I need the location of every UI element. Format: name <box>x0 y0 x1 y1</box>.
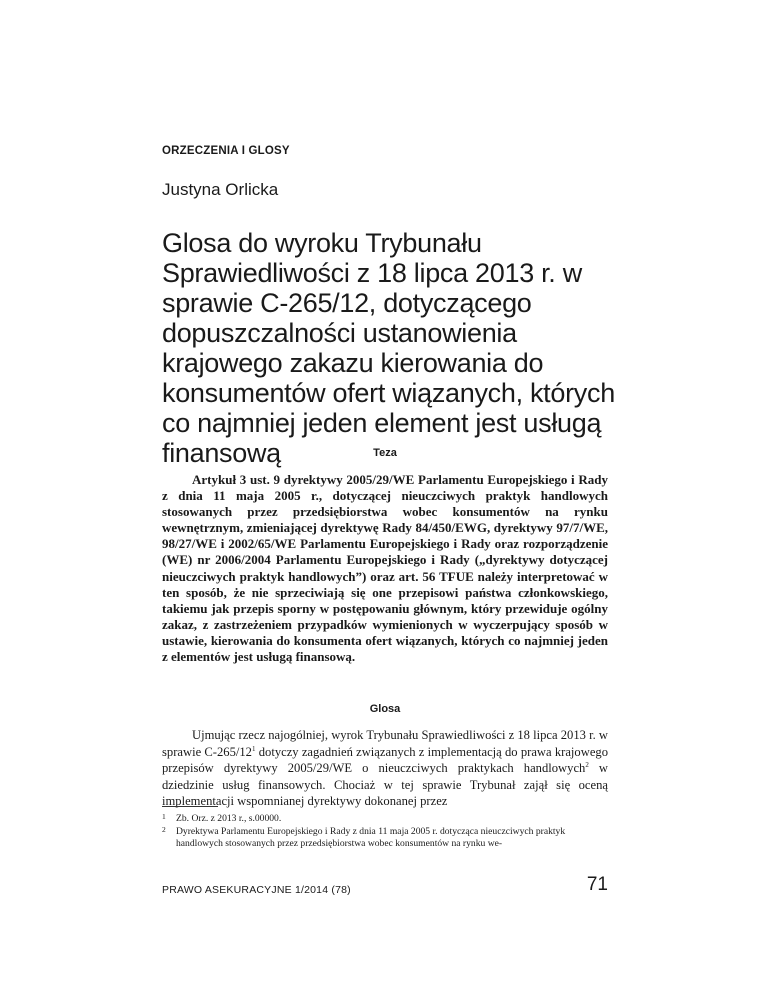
thesis-paragraph: Artykuł 3 ust. 9 dyrektywy 2005/29/WE Parlamentu Europejskiego i Rady z dnia 11 maja 2005 r., dotyczącej nieuczciwych praktyk handlowych stosowanych przez przedsiębiorstwa wobec konsumentów na rynku wewnętrznym, zmieniającej dyrektywę Rady 84/450/EWG, dyrektywy 97/7/WE, 98/27/WE i 2002/65/WE Parlamentu Europejskiego i Rady oraz rozporządzenie (WE) nr 2006/2004 Parlamentu Europejskiego i Rady („dyrektywy dotyczącej nieuczciwych praktyk handlowych”) oraz art. 56 TFUE należy interpretować w ten sposób, że nie sprzeciwiają się one przepisowi państwa członkowskiego, takiemu jak przepis sporny w postępowaniu głównym, który przewiduje ogólny zakaz, z zastrzeżeniem przypadków wymienionych w wyczerpujący sposób w ustawie, kierowania do konsumenta ofert wiązanych, których co najmniej jeden z elementów jest usługą finansową. <box>162 472 608 665</box>
author-name: Justyna Orlicka <box>162 180 279 199</box>
thesis-heading: Teza <box>373 447 397 459</box>
gloss-text-part-3: w dziedzinie usług finansowych. Chociaż w tej sprawie Trybunał zajął się oceną implementacji wspomnianej dyrektywy dokonanej przez <box>162 761 608 808</box>
gloss-heading: Glosa <box>369 703 401 715</box>
page-number: 71 <box>586 874 608 895</box>
article-title: Glosa do wyroku Trybunału Sprawiedliwości z 18 lipca 2013 r. w sprawie C-265/12, dotyczącego dopuszczalności ustanowienia krajowego zakazu kierowania do konsumentów ofert wiązanych, których co najmniej jeden element jest usługą finansową <box>162 228 615 468</box>
footnote-divider <box>162 806 218 807</box>
footnote-ref-1: 1 <box>251 744 256 753</box>
section-label: ORZECZENIA I GLOSY <box>162 145 290 157</box>
journal-footer: PRAWO ASEKURACYJNE 1/2014 (78) <box>162 884 351 896</box>
footnote-number: 2 <box>162 825 166 834</box>
footnote-ref-2: 2 <box>585 761 589 769</box>
gloss-text-part-2: dotyczy zagadnień związanych z implementacją do prawa krajowego przepisów dyrektywy 2005/29/WE o nieuczciwych praktykach handlowych <box>162 744 608 775</box>
footnote-text: Dyrektywa Parlamentu Europejskiego i Rady z dnia 11 maja 2005 r. dotycząca nieuczciwych praktyk handlowych stosowanych przez przedsiębiorstwa wobec konsumentów na rynku we- <box>176 826 566 849</box>
footnote-text: Zb. Orz. z 2013 r., s.00000. <box>176 813 282 824</box>
gloss-paragraph <box>162 727 608 810</box>
gloss-text-part-1: Ujmując rzecz najogólniej, wyrok Trybunału Sprawiedliwości z 18 lipca 2013 r. w sprawie C-265/12 <box>162 728 608 759</box>
footnote-2 <box>162 825 608 850</box>
footnote-number: 1 <box>162 812 166 821</box>
footnote-1 <box>162 812 608 825</box>
